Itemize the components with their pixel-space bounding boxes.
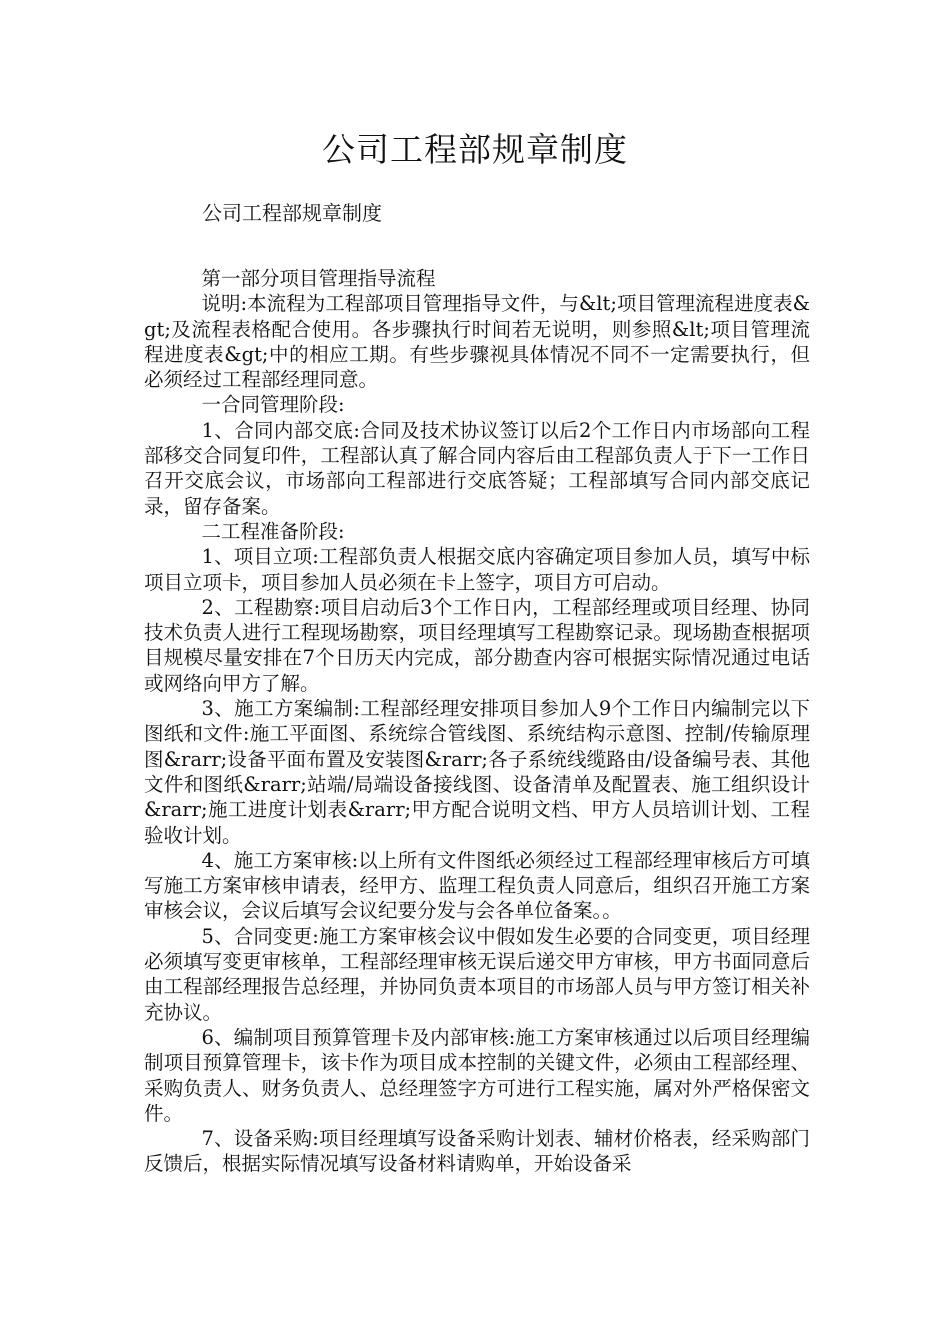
document-body [144,266,810,1177]
body-paragraph: 3、施工方案编制:工程部经理安排项目参加人9个工作日内编制完以下图纸和文件:施工平面图、系统综合管线图、系统结构示意图、控制/传输原理图&rarr;设备平面布置及安装图&rarr;各子系统线缆路由/设备编号表、其他文件和图纸&rarr;站端/局端设备接线图、设备清单及配置表、施工组织设计&rarr;施工进度计划表&rarr;甲方配合说明文档、甲方人员培训计划、工程验收计划。 [144,697,810,847]
body-paragraph: 7、设备采购:项目经理填写设备采购计划表、辅材价格表，经采购部门反馈后，根据实际情况填写设备材料请购单，开始设备采 [144,1127,810,1176]
body-paragraph: 6、编制项目预算管理卡及内部审核:施工方案审核通过以后项目经理编制项目预算管理卡，该卡作为项目成本控制的关键文件，必须由工程部经理、采购负责人、财务负责人、总经理签字方可进行工程实施，属对外严格保密文件。 [144,1025,810,1125]
section-heading: 第一部分项目管理指导流程 [201,267,436,290]
body-paragraph: 1、项目立项:工程部负责人根据交底内容确定项目参加人员，填写中标项目立项卡，项目参加人员必须在卡上签字，项目方可启动。 [144,545,810,594]
body-paragraph: 说明:本流程为工程部项目管理指导文件，与&lt;项目管理流程进度表&gt;及流程表格配合使用。各步骤执行时间若无说明，则参照&lt;项目管理流程进度表&gt;中的相应工期。有些步骤视具体情况不同不一定需要执行，但必须经过工程部经理同意。 [144,292,810,392]
body-paragraph: 4、施工方案审核:以上所有文件图纸必须经过工程部经理审核后方可填写施工方案审核申请表，经甲方、监理工程负责人同意后，组织召开施工方案审核会议，会议后填写会议纪要分发与会各单位备案。。 [144,848,810,923]
body-paragraph: 2、工程勘察:项目启动后3个工作日内，工程部经理或项目经理、协同技术负责人进行工程现场勘察，项目经理填写工程勘察记录。现场勘查根据项目规模尽量安排在7个日历天内完成，部分勘查内容可根据实际情况通过电话或网络向甲方了解。 [144,595,810,695]
document-subtitle: 公司工程部规章制度 [202,201,382,225]
document-title: 公司工程部规章制度 [322,130,628,169]
section-heading: 一合同管理阶段: [201,393,345,417]
body-paragraph: 5、合同变更:施工方案审核会议中假如发生必要的合同变更，项目经理必须填写变更审核单，工程部经理审核无误后递交甲方审核，甲方书面同意后由工程部经理报告总经理，并协同负责本项目的市场部人员与甲方签订相关补充协议。 [144,924,810,1024]
body-paragraph: 1、合同内部交底:合同及技术协议签订以后2个工作日内市场部向工程部移交合同复印件，工程部认真了解合同内容后由工程部负责人于下一工作日召开交底会议，市场部向工程部进行交底答疑；工程部填写合同内部交底记录，留存备案。 [144,418,810,518]
section-heading: 二工程准备阶段: [201,519,345,543]
